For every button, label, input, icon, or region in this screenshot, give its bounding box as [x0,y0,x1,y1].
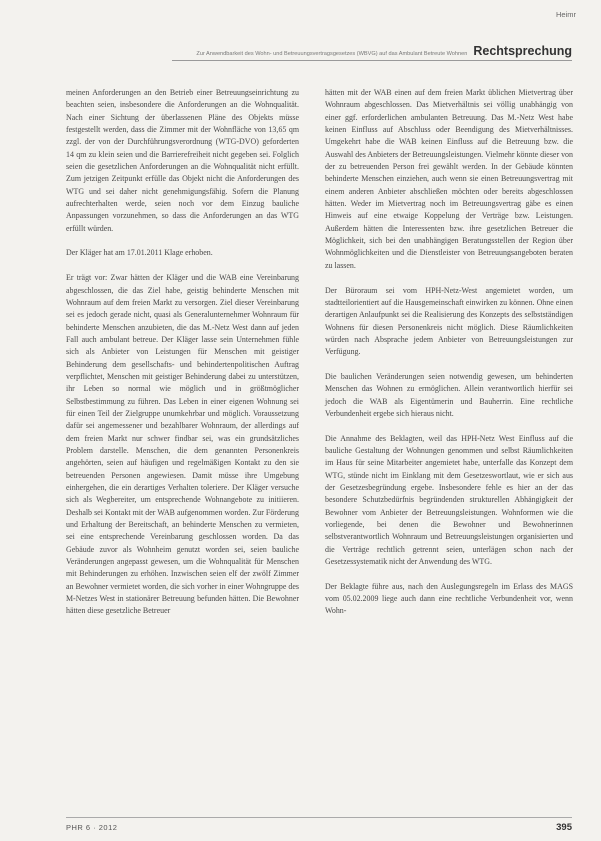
section-title: Rechtsprechung [473,44,572,58]
right-paragraph-5: Der Beklagte führe aus, nach den Auslegungsregeln im Erlass des MAGS vom 05.02.2009 liege auch dann eine rechtliche Verbundenheit vor, wenn Wohn- [325,581,573,616]
header-divider [172,60,572,61]
running-head [172,44,572,58]
right-paragraph-2: Der Büroraum sei vom HPH-Netz-West angemietet worden, um stadtteilorientiert auf die Hausgemeinschaft einwirken zu können. Ohne einen derartigen Anlaufpunkt sei die Realisierung des Konzepts des selbstständigen Wohnens für diesen Personenkreis nicht möglich. Diese Räumlichkeiten würden nach Absprache jedem Anbieter von Betreuungsleistungen zur Verfügung. [325,285,573,357]
left-paragraph-1: meinen Anforderungen an den Betrieb einer Betreuungseinrichtung zu beachten seien, insbesondere die Anforderungen an die Wohnqualität. Nach einer Sichtung der überlassenen Pläne des Objekts müsse festgestellt werden, dass die Zimmer mit der Wohnfläche von 13,65 qm zzgl. der von der Durchführungsverordnung (WTG-DVO) geforderten 14 qm zu klein seien und die Barrierefreiheit nicht gegeben sei. Folglich seien die gesetzlichen Anforderungen an die Wohnqualität nicht erfüllt. Zum jetzigen Zeitpunkt erfülle das Objekt nicht die Anforderungen des WTG und sei daher nicht genehmigungsfähig. Sofern die Planung aufrechterhalten werde, seien noch vor dem Einzug bauliche Anpassungen vorzunehmen, so dass die Anforderungen an das WTG erfüllt würden. [66,88,299,233]
right-paragraph-1: hätten mit der WAB einen auf dem freien Markt üblichen Mietvertrag über Wohnraum abgeschlossen. Das Mietverhältnis sei völlig unabhängig von einer ggf. erforderlichen ambulanten Betreuung. Das M.-Netz West habe keinen Einfluss auf Abschluss oder Beendigung des Mietverhältnisses. Umgekehrt habe die WAB keinen Einfluss auf die Betreuung bzw. die Auswahl des Anbieters der Betreuungsleistungen. Vielmehr könnte dieser von der zu betreuenden Person frei gewählt werden. In der Gebäude könnten behinderte Menschen einziehen, auch wenn sie einen Betreuungsvertrag mit einem anderen Anbieter abschließen möchten oder bereits abgeschlossen hätten. Weder im Mietvertrag noch im Betreuungsvertrag gäbe es einen Hinweis auf eine etwaige Koppelung der Verträge bzw. Leistungen. Außerdem hätten die Interessenten bzw. ihre gesetzlichen Betreuer die Möglichkeit, sich bei den unabhängigen Beratungsstellen der Region über Wohnmöglichkeiten und die Dienstleister von Betreuungsangeboten beraten zu lassen. [325,88,573,270]
running-head-subtitle: Zur Anwendbarkeit des Wohn- und Betreuungsvertragsgesetzes (WBVG) auf das Ambulant Betreute Wohnen [196,51,468,57]
right-column [325,87,573,630]
brand-label: Heimr [556,10,576,19]
page-number: 395 [556,822,572,833]
right-paragraph-3: Die baulichen Veränderungen seien notwendig gewesen, um behinderten Menschen das Wohnen zu ermöglichen. Allein verantwortlich hierfür sei jedoch die WAB als Eigentümerin und Bauherrin. Eine rechtliche Verbundenheit ergebe sich hieraus nicht. [325,371,573,418]
journal-issue: PHR 6 · 2012 [66,823,118,832]
right-paragraph-4: Die Annahme des Beklagten, weil das HPH-Netz West Einfluss auf die bauliche Gestaltung der Wohnungen genommen und selbst Räumlichkeiten im Haus für seine Mitarbeiter angemietet habe, unterfalle das Konzept dem WTG, stünde nicht im Einklang mit dem Gesetzeswortlaut, wie er sich aus der Gesetzesbegründung ergebe. Insbesondere fehle es hier an der das besondere Schutzbedürfnis begründenden strukturellen Abhängigkeit der Bewohner vom Anbieter der Betreuungsleistungen. Wohnformen wie die vorliegende, bei denen die Bewohner und Bewohnerinnen selbstverantwortlich Wohnraum und Betreuungsleistungen organisierten und die Verträge rechtlich getrennt seien, unterlägen schon nach der Gesetzessystematik nicht der Anwendung des WTG. [325,433,573,567]
left-column [66,87,299,630]
left-paragraph-3: Er trägt vor: Zwar hätten der Kläger und die WAB eine Vereinbarung abgeschlossen, die das Ziel habe, geistig behinderte Menschen mit Wohnraum auf dem freien Markt zu versorgen. Ziel dieser Vereinbarung sei es jedoch gerade nicht, quasi als Generalunternehmer Wohnraum für behinderte Menschen anzubieten, die das M.-Netz West dann auf jeden Fall auch ambulant betreue. Der Kläger lasse sein Unternehmen fühle sich als Anbieter von Leistungen für Menschen mit geistiger Behinderung dem gesellschafts- und behindertenpolitischen Auftrag verpflichtet, Menschen mit geistiger Behinderung dabei zu unterstützen, ihr Leben so normal wie möglich und in größtmöglicher Selbstbestimmung zu führen. Das Leben in einer eigenen Wohnung sei für einen Teil der Zielgruppe unumkehrbar und möglich. Voraussetzung dafür sei angemessener und bezahlbarer Wohnraum, der allerdings auf dem freien Markt nur schwer findbar sei, was ein grundsätzliches Problem darstelle. Menschen, die dem genannten Personenkreis angehörten, seien auf häufigen und regelmäßigen Kontakt zu den sie betreuenden Personen angewiesen. Damit müsse ihre Umgebung einhergehen, die ein derartiges Verhalten toleriere. Der Kläger versuche sich als Wegbereiter, um entsprechende Wohnangebote zu initiieren. Deshalb sei Kontakt mit der WAB aufgenommen worden. Zur Förderung und Erhaltung der Bereitschaft, an behinderte Menschen zu vermieten, sei eine entsprechende Vereinbarung geschlossen worden. Da das Gebäude zuvor als Wohnheim genutzt worden sei, seien bauliche Veränderungen angepasst gewesen, um die Wohnqualität für Menschen mit Behinderungen zu erhöhen. Inzwischen seien elf der zwölf Zimmer an Bewohner vermietet worden, die sich vorher in einer Wohngruppe des M-Netzes West in stationärer Betreuung befunden hätten. Die Bewohner hätten diese gesetzliche Betreuer [66,273,299,616]
footer-divider [66,817,572,818]
left-paragraph-2: Der Kläger hat am 17.01.2011 Klage erhoben. [66,248,213,258]
